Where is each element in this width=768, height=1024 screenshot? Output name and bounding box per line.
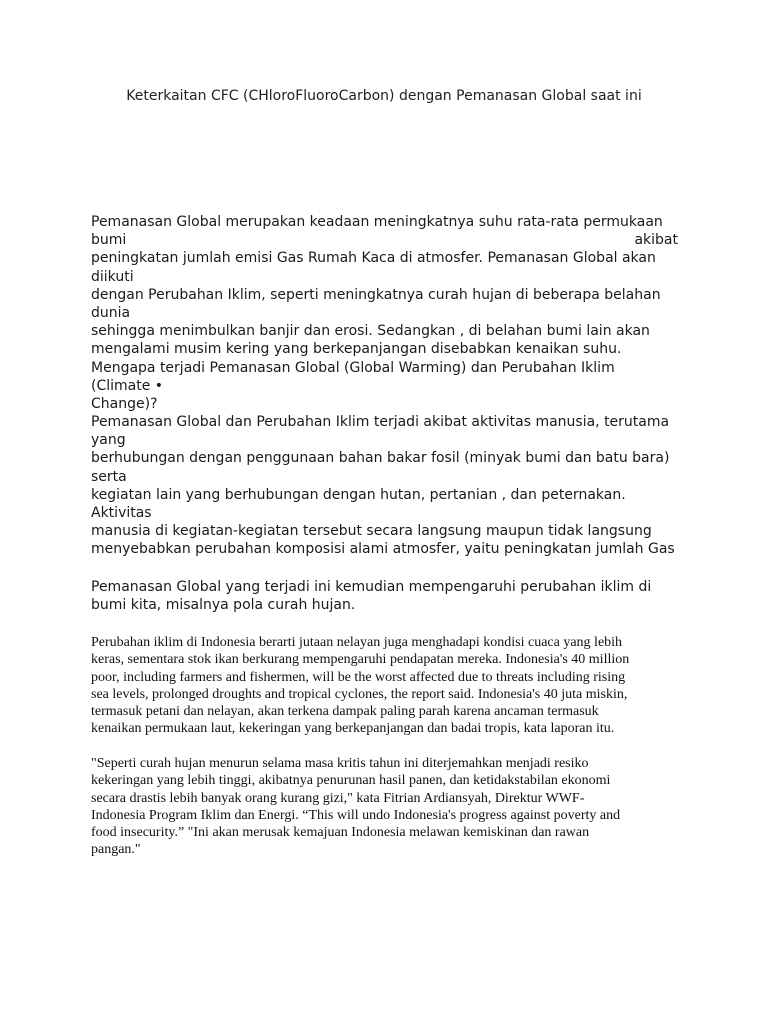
paragraph-indonesia-report <box>91 634 671 738</box>
text-line: berhubungan dengan penggunaan bahan bakar fosil (minyak bumi dan batu bara) <box>91 450 670 467</box>
text-line: kekeringan yang lebih tinggi, akibatnya penurunan hasil panen, dan ketidakstabilan ekonomi <box>91 773 611 789</box>
text-line: Mengapa terjadi Pemanasan Global (Global Warming) dan Perubahan Iklim <box>91 359 615 376</box>
text-line: dengan Perubahan Iklim, seperti meningkatnya curah hujan di beberapa belahan <box>91 286 661 303</box>
text-line: Pemanasan Global dan Perubahan Iklim terjadi akibat aktivitas manusia, terutama <box>91 414 670 431</box>
text-line: yang <box>91 432 126 449</box>
text-line: diikuti <box>91 268 134 285</box>
text-line: bumi kita, misalnya pola curah hujan. <box>91 597 356 614</box>
text-line: Pemanasan Global merupakan keadaan meningkatnya suhu rata-rata permukaan <box>91 214 663 230</box>
text-line: "Seperti curah hujan menurun selama masa kritis tahun ini diterjemahkan menjadi resiko <box>91 756 589 771</box>
text-line: Change)? <box>91 395 158 412</box>
text-line: food insecurity.” "Ini akan merusak kemajuan Indonesia melawan kemiskinan dan rawan <box>91 825 590 841</box>
text-line: termasuk petani dan nelayan, akan terkena dampak paling parah karena ancaman termasuk <box>91 704 599 720</box>
text-line: peningkatan jumlah emisi Gas Rumah Kaca di atmosfer. Pemanasan Global akan <box>91 250 656 267</box>
paragraph-global-warming <box>91 213 678 559</box>
text-line: (Climate • <box>91 377 164 394</box>
text-line: Pemanasan Global yang terjadi ini kemudian mempengaruhi perubahan iklim di <box>91 579 652 595</box>
text-line: bumi akibat <box>91 232 678 249</box>
text-line: Perubahan iklim di Indonesia berarti jutaan nelayan juga menghadapi kondisi cuaca yang lebih <box>91 635 623 650</box>
text-line: serta <box>91 468 127 485</box>
text-line: sehingga menimbulkan banjir dan erosi. Sedangkan , di belahan bumi lain akan <box>91 323 650 340</box>
text-line: mengalami musim kering yang berkepanjangan disebabkan kenaikan suhu. <box>91 341 622 358</box>
text-line: pangan." <box>91 842 141 858</box>
text-line: Aktivitas <box>91 505 152 521</box>
text-line: keras, sementara stok ikan berkurang mempengaruhi pendapatan mereka. Indonesia's 40 million <box>91 652 630 668</box>
text-line: dunia <box>91 304 131 321</box>
paragraph-wwf-quote <box>91 755 671 859</box>
text-line: kenaikan permukaan laut, kekeringan yang berkepanjangan dan badai tropis, kata laporan itu. <box>91 721 615 737</box>
text-line: menyebabkan perubahan komposisi alami atmosfer, yaitu peningkatan jumlah Gas <box>91 541 675 558</box>
text-line: manusia di kegiatan-kegiatan tersebut secara langsung maupun tidak langsung <box>91 523 652 540</box>
text-line: poor, including farmers and fishermen, will be the worst affected due to threats including rising <box>91 669 626 685</box>
paragraph-climate-impact <box>91 578 678 614</box>
text-line: sea levels, prolonged droughts and tropical cyclones, the report said. Indonesia's 40 juta miskin, <box>91 686 628 702</box>
text-line: secara drastis lebih banyak orang kurang gizi," kata Fitrian Ardiansyah, Direktur WWF- <box>91 790 585 806</box>
text-line: Indonesia Program Iklim dan Energi. “This will undo Indonesia's progress against poverty and <box>91 807 621 823</box>
text-line: kegiatan lain yang berhubungan dengan hutan, pertanian , dan peternakan. <box>91 486 626 503</box>
document-title: Keterkaitan CFC (CHloroFluoroCarbon) dengan Pemanasan Global saat ini <box>126 88 642 104</box>
